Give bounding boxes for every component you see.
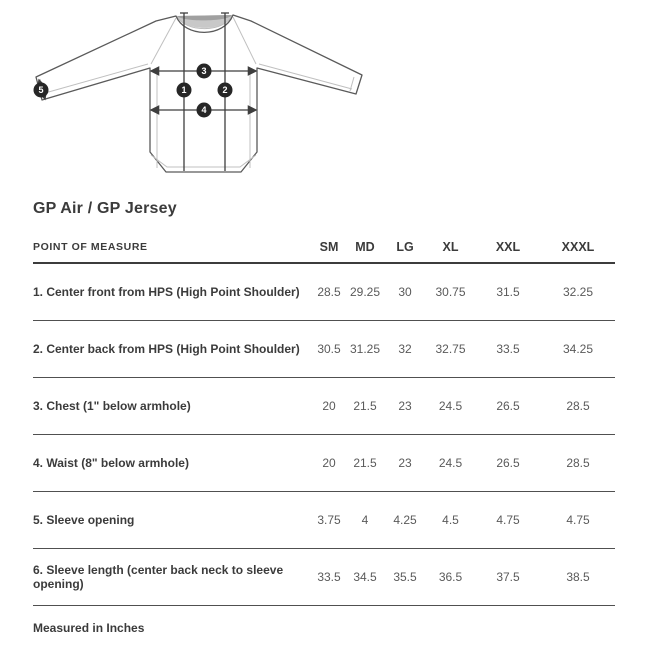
measure-value: 20: [322, 456, 336, 470]
measure-value: 4.25: [393, 513, 417, 527]
measure-value: 37.5: [496, 570, 520, 584]
measure-value: 21.5: [353, 399, 377, 413]
seam-lines: [40, 17, 354, 168]
column-header-md: MD: [355, 240, 375, 254]
measure-value: 32: [398, 342, 412, 356]
measure-value: 21.5: [353, 456, 377, 470]
measure-value: 28.5: [317, 285, 341, 299]
measure-value: 3.75: [317, 513, 341, 527]
table-row: [33, 321, 615, 378]
measure-value: 26.5: [496, 399, 520, 413]
measure-value: 26.5: [496, 456, 520, 470]
column-header-sm: SM: [319, 240, 339, 254]
measure-label: 5. Sleeve opening: [33, 513, 135, 527]
marker-4-label: 4: [201, 105, 207, 116]
table-row: [33, 549, 615, 606]
marker-1-label: 1: [181, 85, 187, 96]
measure-value: 4: [361, 513, 369, 527]
table-row: [33, 435, 615, 492]
measure-value: 32.25: [562, 285, 594, 299]
measure-value: 4.5: [442, 513, 459, 527]
table-header-row: [33, 232, 615, 264]
size-table: [33, 232, 615, 606]
marker-2-label: 2: [222, 85, 228, 96]
measure-label: 4. Waist (8" below armhole): [33, 456, 189, 470]
column-header-xxxl: XXXL: [561, 240, 595, 254]
measure-value: 33.5: [496, 342, 520, 356]
measure-label: 1. Center front from HPS (High Point Shoulder): [33, 285, 300, 299]
measure-value: 20: [322, 399, 336, 413]
measure-value: 33.5: [317, 570, 341, 584]
measure-value: 36.5: [438, 570, 463, 584]
measure-label: 3. Chest (1" below armhole): [33, 399, 191, 413]
measure-markers: [34, 64, 233, 118]
table-row: [33, 378, 615, 435]
measure-value: 24.5: [438, 456, 463, 470]
table-row: [33, 264, 615, 321]
column-header-xxl: XXL: [495, 240, 521, 254]
measure-value: 30.5: [317, 342, 341, 356]
measure-value: 23: [398, 399, 412, 413]
measure-value: 23: [398, 456, 412, 470]
measure-value: 4.75: [566, 513, 590, 527]
measure-value: 24.5: [438, 399, 463, 413]
page-title: GP Air / GP Jersey: [33, 200, 177, 217]
measure-value: 34.5: [353, 570, 377, 584]
jersey-outline: [36, 15, 362, 172]
measure-value: 29.25: [349, 285, 381, 299]
table-row: [33, 492, 615, 549]
marker-5-label: 5: [38, 85, 44, 96]
measured-in-note: Measured in Inches: [33, 621, 145, 635]
measure-value: 30: [398, 285, 412, 299]
measure-value: 35.5: [393, 570, 417, 584]
measure-value: 28.5: [566, 456, 590, 470]
column-header-lg: LG: [396, 240, 414, 254]
marker-3-label: 3: [201, 66, 207, 77]
measure-value: 31.5: [496, 285, 520, 299]
measure-value: 38.5: [566, 570, 590, 584]
measure-value: 30.75: [435, 285, 466, 299]
measure-value: 34.25: [562, 342, 594, 356]
jersey-diagram: [0, 0, 650, 192]
jersey-diagram-svg: [0, 0, 650, 192]
measure-value: 31.25: [349, 342, 381, 356]
point-of-measure-header: POINT OF MEASURE: [33, 241, 148, 253]
column-header-xl: XL: [442, 240, 459, 254]
measure-value: 28.5: [566, 399, 590, 413]
measure-label: 6. Sleeve length (center back neck to sleeve opening): [33, 563, 284, 591]
measure-label: 2. Center back from HPS (High Point Shoulder): [33, 342, 300, 356]
measure-value: 4.75: [496, 513, 520, 527]
measure-value: 32.75: [435, 342, 466, 356]
